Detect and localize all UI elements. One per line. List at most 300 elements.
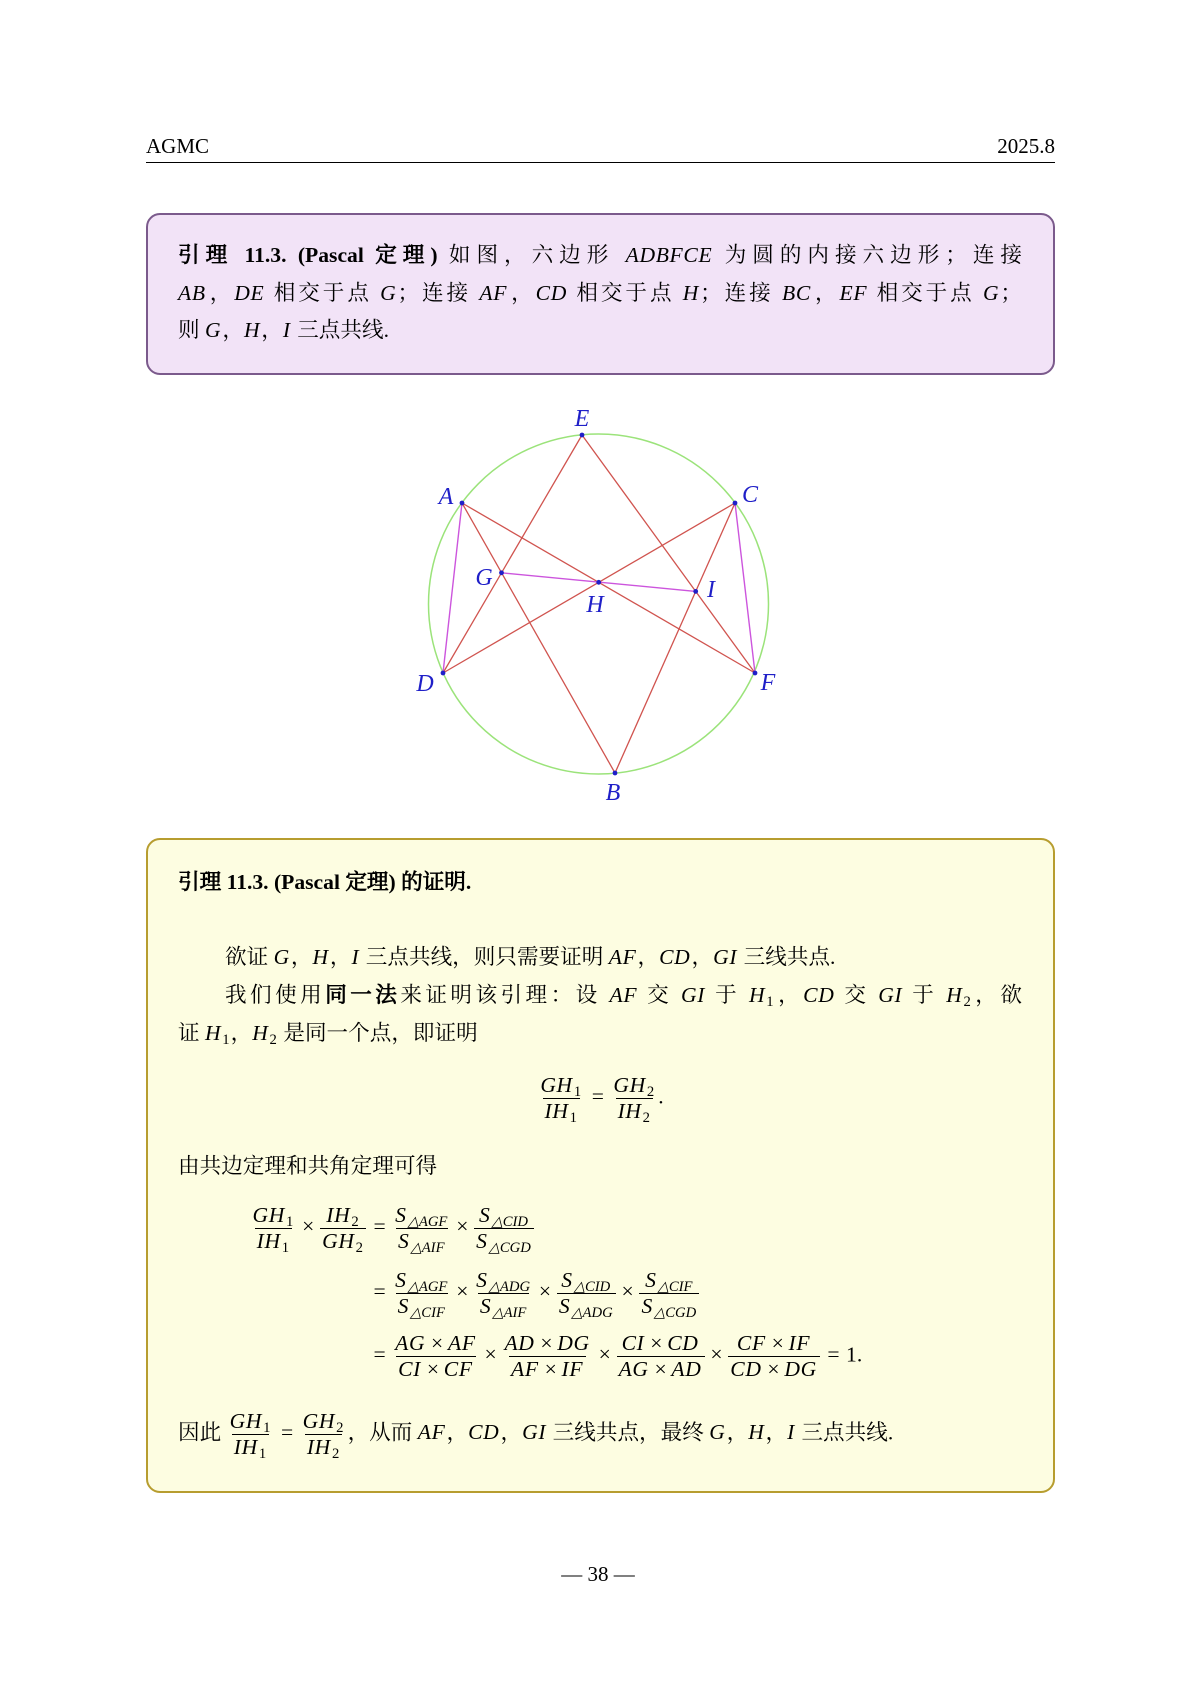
math-base: IH [306,1434,331,1459]
math-variable [522,1420,547,1444]
point-label-c: C [741,482,759,508]
math-base: I [787,1419,795,1444]
math-base: H [946,983,963,1007]
math-base: CF [443,1356,473,1381]
math-base: GH [229,1408,263,1433]
fraction-denominator [320,1228,366,1254]
math-operator: × [456,1278,469,1303]
point-f [753,671,758,676]
math-operator: × [431,1330,444,1355]
text-run: ； [1000,280,1022,305]
math-base: AF [511,1356,539,1381]
math-subscript: △CGD [653,1304,697,1321]
text-run: 三点共线. [796,1419,894,1444]
text-run: ，从而 [347,1419,418,1444]
math-base: CD [468,1419,500,1444]
math-base: GH [613,1072,646,1097]
point-label-e: E [574,406,590,432]
math-variable [784,1357,818,1381]
math-base: H [252,1021,269,1045]
math-base: AG [618,1356,649,1381]
math-base: H [243,318,261,342]
math-subscript: 1 [573,1083,582,1100]
math-variable [626,243,714,267]
text-run: ， [446,1419,469,1444]
math-base: DG [557,1330,590,1355]
text-run: ， [230,1021,253,1045]
math-base: S [395,1202,407,1227]
fraction-denominator [474,1228,534,1254]
math-base: GI [522,1419,547,1444]
fraction [228,1409,274,1460]
math-base: CI [398,1356,422,1381]
fraction [474,1268,533,1319]
proof-conclusion [178,1402,893,1466]
math-variable [398,1357,422,1381]
math-base: AF [609,983,638,1007]
proof-paragraph-2-line-1 [178,976,1022,1014]
text-run: ， [261,318,283,342]
math-base: G [709,1419,726,1444]
math-base: S [476,1267,488,1292]
math-base: IH [256,1228,281,1253]
text-run: ， [206,280,235,305]
math-base: H [748,983,766,1007]
text-run: ， [765,1419,788,1444]
math-base: ADBFCE [625,243,713,267]
math-base: H [748,1419,765,1444]
math-base: CD [730,1356,762,1381]
fraction-denominator [478,1293,530,1319]
text-run: ， [637,945,660,969]
math-subscript: 1 [263,1419,271,1436]
math-variable [380,281,397,305]
math-base: G [273,945,290,969]
math-subscript: △ADG [488,1278,531,1295]
math-base: S [476,1228,488,1253]
math-subscript: △CIF [410,1304,445,1321]
math-variable [205,1021,231,1049]
bold-text-run: 同一法 [325,983,401,1007]
math-base: CD [667,1330,699,1355]
math-base: IF [788,1330,811,1355]
text-run: 于 [706,983,749,1007]
math-base: DG [784,1356,817,1381]
math-variable [557,1331,591,1355]
math-base: H [682,280,700,305]
proof-paragraph-2-line-2 [178,1014,1022,1052]
text-run: 于 [903,983,947,1007]
header-journal-name: AGMC [146,134,210,158]
math-variable [878,983,903,1007]
math-variable [558,1293,614,1321]
math-subscript: 2 [331,1445,340,1462]
align-row-1 [212,1196,535,1260]
math-variable [479,281,508,305]
fraction-numerator [228,1409,274,1434]
math-variable [476,1267,531,1295]
point-g [499,570,504,575]
text-run: ， [329,945,352,969]
math-base: I [351,945,360,969]
fraction-numerator [324,1203,362,1228]
math-variable [504,1331,535,1355]
math-subscript: 2 [642,1109,650,1126]
fraction [250,1203,296,1254]
math-subscript: 2 [336,1419,344,1436]
fraction [557,1268,616,1319]
math-subscript: 1 [569,1109,577,1126]
point-label-g: G [475,565,493,591]
math-variable [205,318,222,342]
fraction-numerator [502,1331,592,1356]
math-variable [610,983,639,1007]
math-variable [803,983,835,1007]
text-run: 交 [638,983,682,1007]
segment-e-f [582,435,755,673]
math-operator: × [540,1330,553,1355]
lemma-line-2 [178,275,1022,313]
math-variable [252,1202,294,1230]
text-run: 相交于点 [265,280,381,305]
fraction-numerator [301,1409,347,1434]
align-row-3-rhs [367,1331,862,1382]
math-operator: × [650,1330,663,1355]
text-run: 三点共线，则只需要证明 [360,945,609,969]
segment-a-b [462,503,615,773]
math-base: AF [479,280,508,305]
text-run: 如图，六边形 [437,243,626,267]
fraction-numerator [474,1268,533,1293]
math-operator: × [771,1330,784,1355]
text-run: 1. [846,1341,863,1366]
math-base: GI [878,983,903,1007]
fraction [301,1409,347,1460]
point-label-h: H [586,592,604,618]
math-base: G [983,280,1000,305]
segment-c-f [735,503,755,673]
math-variable [476,1228,532,1256]
math-relation: = [373,1278,386,1303]
text-run: ， [774,983,804,1007]
fraction [393,1268,450,1319]
math-relation: = [591,1083,604,1108]
math-base: S [645,1267,657,1292]
text-run: ， [812,280,840,305]
math-variable [748,1420,765,1444]
math-variable [730,1357,762,1381]
point-label-a: A [438,484,454,510]
math-relation: = [827,1341,840,1366]
text-run: ， [500,1419,523,1444]
math-base: AD [504,1330,535,1355]
display-equation-content [537,1073,663,1124]
text-run: 来证明该引理：设 [400,983,610,1007]
fraction-denominator [509,1356,586,1382]
math-relation: = [373,1213,386,1238]
text-run: 三线共点. [738,945,836,969]
math-subscript: △CGD [488,1239,531,1256]
text-run: 则 [178,318,205,342]
text-run: 因此 [178,1419,227,1444]
math-base: EF [839,280,868,305]
math-base: CI [621,1330,645,1355]
math-variable [252,1021,278,1049]
text-run: 交 [835,983,879,1007]
math-base: AF [417,1419,446,1444]
math-variable [511,1357,540,1381]
math-variable [395,1331,426,1355]
pascal-figure [370,395,800,820]
fraction-denominator [557,1293,616,1319]
fraction-denominator [617,1356,705,1382]
math-variable [713,945,738,969]
math-variable [397,1293,446,1321]
text-run: ， [726,1419,749,1444]
math-variable [326,1202,360,1230]
math-subscript: 2 [963,994,971,1011]
math-subscript: △CID [573,1278,611,1295]
math-operator: × [710,1341,723,1366]
align-row-2-rhs [367,1268,700,1319]
fraction [474,1203,534,1254]
fraction-denominator [616,1098,654,1124]
lemma-line-1 [178,237,1022,275]
math-operator: × [654,1356,667,1381]
fraction [393,1331,479,1382]
math-base: GH [322,1228,355,1253]
math-variable [789,1331,812,1355]
math-subscript: 1 [222,1032,230,1049]
math-base: CD [803,983,835,1007]
math-subscript: △AIF [492,1304,527,1321]
fraction [320,1203,366,1254]
math-base: S [397,1293,410,1318]
fraction-denominator [396,1228,448,1254]
text-run: 我们使用 [225,983,326,1007]
point-label-i: I [707,577,715,603]
math-subscript: 2 [646,1083,655,1100]
math-subscript: 2 [355,1239,363,1256]
math-subscript: △AGF [407,1213,448,1230]
math-subscript: △ADG [571,1304,613,1321]
math-variable [233,1434,268,1462]
align-row-3 [212,1324,862,1388]
math-base: S [561,1267,573,1292]
fraction-numerator [538,1073,584,1098]
math-base: G [205,318,222,342]
math-variable [671,1357,702,1381]
math-base: DE [234,280,265,305]
fraction-numerator [611,1073,657,1098]
text-run: ；连接 [700,280,783,305]
text-run: . [658,1083,664,1108]
text-run: ， [691,945,714,969]
math-subscript: 2 [351,1213,359,1230]
math-variable [562,1357,585,1381]
point-h [596,580,601,585]
math-subscript: 1 [258,1445,267,1462]
math-variable [641,1293,697,1321]
math-variable [561,1267,611,1295]
point-b [613,771,618,776]
math-variable [302,1408,345,1436]
math-variable [540,1072,582,1100]
math-variable [617,1098,652,1126]
point-label-f: F [760,670,776,696]
math-base: I [282,318,291,342]
lemma-line-3 [178,312,1022,350]
text-run: ， [508,280,536,305]
math-base: S [479,1293,492,1318]
segment-c-b [615,503,735,773]
math-subscript: △AIF [410,1239,445,1256]
math-variable [645,1267,693,1295]
math-variable [479,1202,529,1230]
fraction-numerator [393,1203,450,1228]
math-base: IH [326,1202,351,1227]
math-variable [839,281,868,305]
text-run: ；连接 [397,280,480,305]
math-variable [313,945,330,969]
fraction-numerator [735,1331,813,1356]
math-variable [946,983,972,1011]
display-equation [148,1066,1053,1130]
math-base: GH [252,1202,285,1227]
math-operator: × [621,1278,634,1303]
math-relation: = [373,1341,386,1366]
proof-paragraph-3: 由共边定理和共角定理可得 [178,1154,438,1178]
math-operator: × [538,1278,552,1303]
fraction-numerator [393,1331,479,1356]
math-variable [448,1331,477,1355]
point-e [580,433,585,438]
math-variable [622,1331,646,1355]
text-run: ，欲 [971,983,1022,1007]
math-variable [395,1267,448,1295]
text-run: 为圆的内接六边形；连接 [713,243,1022,267]
fraction [502,1331,592,1382]
proof-box [146,838,1055,1493]
proof-paragraph-1 [178,938,1022,976]
math-base: H [205,1021,222,1045]
text-run: ， [290,945,313,969]
fraction-numerator [393,1268,450,1293]
page-number: — 38 — [561,1562,635,1586]
math-variable [418,1420,447,1444]
align-row-1-lhs [212,1203,367,1254]
math-variable [659,945,691,969]
header-date: 2025.8 [997,134,1055,158]
math-variable [178,281,207,305]
math-base: S [479,1202,491,1227]
math-variable [737,1331,767,1355]
math-variable [536,281,568,305]
math-operator: × [484,1341,497,1366]
math-variable [468,1420,500,1444]
math-variable [782,281,812,305]
fraction [538,1073,584,1124]
math-subscript: 2 [269,1032,277,1049]
point-label-d: D [416,671,434,697]
fraction-denominator [305,1434,343,1460]
math-operator: × [426,1356,440,1381]
math-variable [613,1072,655,1100]
math-base: S [395,1267,407,1292]
math-base: GI [713,945,738,969]
segment-e-d [443,435,582,673]
math-variable [619,1357,650,1381]
math-variable [395,1202,448,1230]
text-run: 相交于点 [868,280,984,305]
text-run: 是同一个点，即证明 [277,1021,478,1045]
math-variable [479,1293,528,1321]
proof-conclusion-content [178,1409,893,1460]
fraction-denominator [396,1356,476,1382]
math-base: IH [544,1098,569,1123]
fraction-numerator [620,1331,702,1356]
math-subscript: △CID [491,1213,529,1230]
math-base: G [380,280,397,305]
math-variable [322,1228,364,1256]
math-variable [229,1408,272,1436]
math-variable [397,1228,446,1256]
text-run: 三点共线. [291,318,389,342]
fraction-numerator [477,1203,531,1228]
math-base: IF [561,1356,584,1381]
math-base: CD [659,945,691,969]
fraction-numerator [250,1203,296,1228]
fraction-denominator [396,1293,448,1319]
math-base: S [641,1293,653,1318]
fraction [611,1073,657,1124]
math-relation: = [280,1419,294,1444]
math-operator: × [767,1356,780,1381]
fraction [728,1331,820,1382]
math-variable [667,1331,699,1355]
math-variable [283,318,292,342]
text-run: ， [222,318,244,342]
proof-title: 引理 11.3. (Pascal 定理) 的证明. [178,870,472,894]
align-row-1-rhs [367,1203,535,1254]
math-variable [274,945,291,969]
fraction-denominator [639,1293,699,1319]
point-label-b: B [605,780,621,806]
bold-text-run: 引理 11.3. (Pascal 定理) [178,243,438,267]
math-variable [748,983,775,1011]
math-subscript: 1 [285,1213,294,1230]
math-base: AD [671,1356,702,1381]
math-subscript: △CIF [657,1278,693,1295]
math-base: CF [736,1330,766,1355]
text-run: 证 [178,1021,205,1045]
math-operator: × [302,1213,315,1238]
align-row-2 [212,1261,700,1325]
math-base: GH [540,1072,573,1097]
math-variable [609,945,638,969]
page-header [146,130,1055,163]
math-operator: × [456,1213,469,1238]
fraction-numerator [559,1268,613,1293]
text-run: 三线共点，最终 [547,1419,710,1444]
math-base: AB [178,280,206,305]
math-base: S [397,1228,410,1253]
math-base: GH [302,1408,336,1433]
math-subscript: 1 [766,994,774,1011]
point-d [441,671,446,676]
math-base: IH [617,1098,642,1123]
math-variable [983,281,1000,305]
